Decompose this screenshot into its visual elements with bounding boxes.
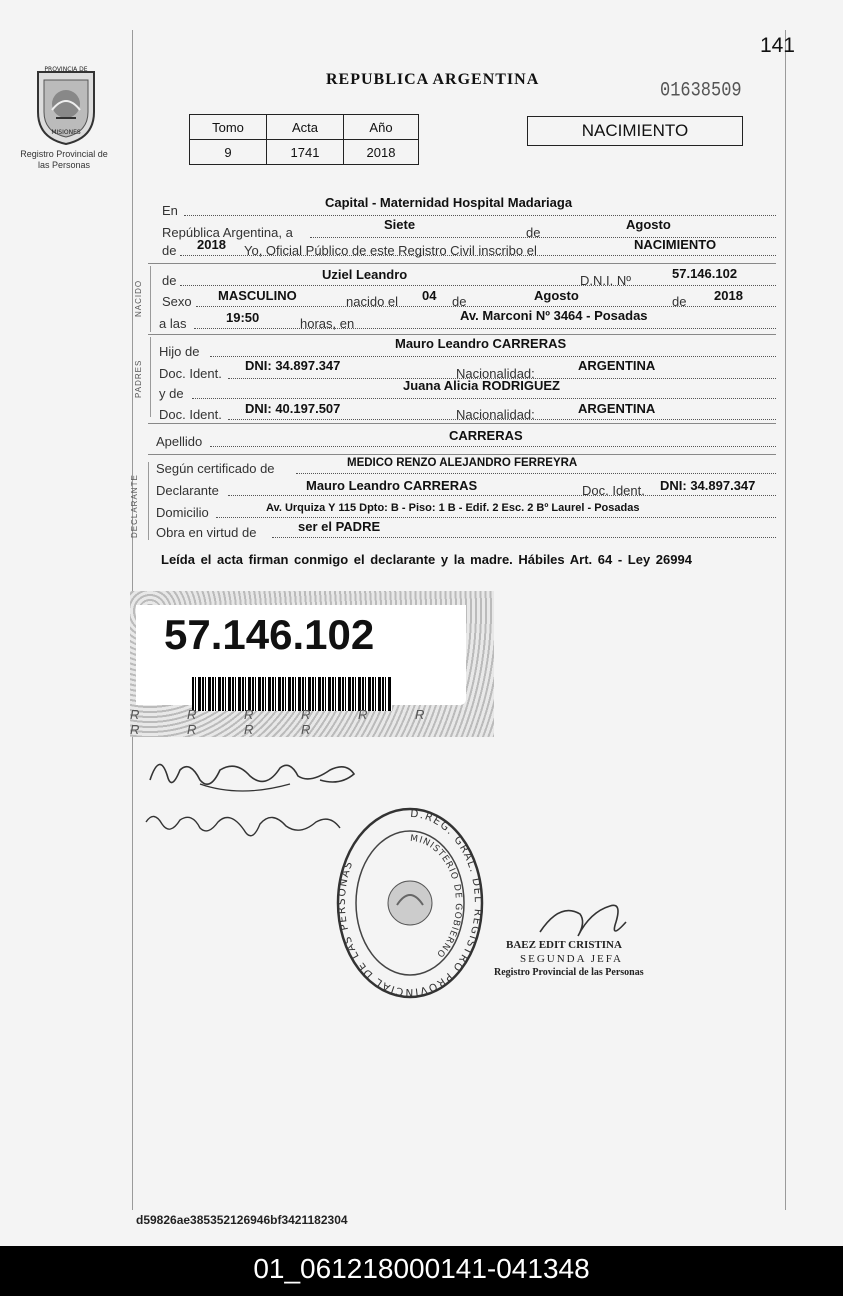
sticker-label bbox=[136, 605, 466, 705]
table-cell: 1741 bbox=[267, 140, 344, 165]
section-bracket bbox=[150, 266, 151, 332]
birth-year-value: 2018 bbox=[714, 288, 743, 303]
official-stamp bbox=[494, 938, 644, 980]
field-label: República Argentina, a bbox=[162, 225, 293, 240]
separator bbox=[148, 454, 776, 455]
birth-month-value: Agosto bbox=[534, 288, 579, 303]
tomo-acta-table bbox=[189, 114, 419, 165]
field-label: de bbox=[452, 294, 467, 309]
field-label: Domicilio bbox=[156, 505, 209, 520]
field-label: nacido el bbox=[346, 294, 399, 309]
inscribed-type-value: NACIMIENTO bbox=[634, 237, 717, 252]
section-bracket bbox=[148, 462, 149, 540]
seal-outer-text: D.REG. GRAL. DEL REGISTRO PROVINCIAL DE LAS PERSONAS bbox=[335, 807, 485, 999]
separator bbox=[148, 263, 776, 264]
dotted-line bbox=[196, 306, 776, 307]
field-label: a las bbox=[159, 316, 187, 331]
dotted-line bbox=[216, 517, 776, 518]
sticker-pattern: R R R R R R R R R R bbox=[130, 707, 447, 737]
father-nationality-value: ARGENTINA bbox=[578, 358, 656, 373]
field-label: de bbox=[526, 225, 541, 240]
table-cell: 2018 bbox=[344, 140, 419, 165]
year-value: 2018 bbox=[197, 237, 226, 252]
separator bbox=[148, 334, 776, 335]
child-dni-value: 57.146.102 bbox=[672, 266, 738, 281]
page-number: 141 bbox=[759, 34, 795, 57]
dotted-line bbox=[192, 398, 776, 399]
declarant-name-value: Mauro Leandro CARRERAS bbox=[306, 478, 478, 493]
closing-note: Leída el acta firman conmigo el declarante y la madre. Hábiles Art. 64 - Ley 26994 bbox=[161, 552, 692, 567]
field-label: Hijo de bbox=[159, 344, 200, 359]
field-label: de bbox=[162, 243, 177, 258]
dotted-line bbox=[296, 473, 776, 474]
dni-sticker bbox=[130, 591, 494, 737]
field-label: Doc. Ident. bbox=[159, 407, 222, 422]
official-office: Registro Provincial de las Personas bbox=[494, 967, 644, 978]
official-name: BAEZ EDIT CRISTINA bbox=[506, 939, 622, 951]
field-label: Doc. Ident. bbox=[159, 366, 222, 381]
father-name-value: Mauro Leandro CARRERAS bbox=[395, 336, 567, 351]
field-label: de bbox=[672, 294, 687, 309]
emblem-top-text: PROVINCIA DE bbox=[44, 66, 88, 73]
field-label: Doc. Ident. bbox=[582, 483, 645, 498]
field-label: Sexo bbox=[162, 294, 192, 309]
day-value: Siete bbox=[384, 217, 416, 232]
field-label: Nacionalidad: bbox=[456, 407, 535, 422]
emblem-bottom-text: MISIONES bbox=[51, 129, 81, 136]
sticker-dni-number: 57.146.102 bbox=[164, 611, 375, 658]
dotted-line bbox=[194, 328, 776, 329]
official-role: SEGUNDA JEFA bbox=[520, 953, 623, 965]
child-name-value: Uziel Leandro bbox=[322, 267, 408, 282]
field-label: horas, en bbox=[300, 316, 355, 331]
separator bbox=[148, 423, 776, 424]
right-margin-line bbox=[785, 30, 786, 1210]
month-value: Agosto bbox=[626, 217, 671, 232]
serial-number: 01638509 bbox=[660, 80, 742, 103]
place-value: Capital - Maternidad Hospital Madariaga bbox=[325, 195, 573, 210]
table-header: Tomo bbox=[190, 115, 267, 140]
field-label: de bbox=[162, 273, 177, 288]
document-title: REPUBLICA ARGENTINA bbox=[326, 71, 540, 88]
field-label: Declarante bbox=[156, 483, 219, 498]
barcode bbox=[192, 677, 392, 711]
declarant-doc-value: DNI: 34.897.347 bbox=[660, 478, 756, 493]
field-label: Yo, Oficial Público de este Registro Civil inscribo el bbox=[244, 243, 537, 258]
sex-value: MASCULINO bbox=[218, 288, 297, 303]
field-label: Obra en virtud de bbox=[156, 525, 257, 540]
reason-value: ser el PADRE bbox=[298, 519, 381, 534]
mother-doc-value: DNI: 40.197.507 bbox=[245, 401, 341, 416]
field-label: Apellido bbox=[156, 434, 203, 449]
section-label-declarante: DECLARANTE bbox=[130, 474, 139, 538]
surname-value: CARRERAS bbox=[449, 428, 523, 443]
dotted-line bbox=[210, 356, 776, 357]
field-label: En bbox=[162, 203, 178, 218]
file-code-footer: 01_061218000141-041348 bbox=[0, 1246, 843, 1296]
dotted-line bbox=[272, 537, 776, 538]
birth-place-value: Av. Marconi Nº 3464 - Posadas bbox=[460, 308, 648, 323]
field-label: Nacionalidad: bbox=[456, 366, 535, 381]
document-hash: d59826ae385352126946bf3421182304 bbox=[136, 1213, 348, 1227]
birth-time-value: 19:50 bbox=[226, 310, 260, 325]
mother-name-value: Juana Alicia RODRIGUEZ bbox=[403, 378, 560, 393]
table-cell: 9 bbox=[190, 140, 267, 165]
logo-caption: Registro Provincial de las Personas bbox=[20, 149, 108, 170]
dotted-line bbox=[184, 215, 776, 216]
official-seal-icon bbox=[333, 805, 487, 1001]
table-header: Acta bbox=[267, 115, 344, 140]
birth-day-value: 04 bbox=[422, 288, 437, 303]
section-label-padres: PADRES bbox=[134, 359, 143, 398]
field-label: y de bbox=[159, 386, 184, 401]
record-type-box: NACIMIENTO bbox=[527, 116, 743, 146]
dotted-line bbox=[210, 446, 776, 447]
dotted-line bbox=[228, 495, 776, 496]
father-doc-value: DNI: 34.897.347 bbox=[245, 358, 341, 373]
field-label: D.N.I. Nº bbox=[580, 273, 631, 288]
seal-inner-text: MINISTERIO DE GOBIERNO bbox=[409, 833, 464, 960]
field-label: Según certificado de bbox=[156, 461, 275, 476]
dotted-line bbox=[180, 285, 776, 286]
section-label-nacido: NACIDO bbox=[134, 279, 143, 317]
table-header: Año bbox=[344, 115, 419, 140]
certificate-issuer-value: MEDICO RENZO ALEJANDRO FERREYRA bbox=[347, 457, 578, 469]
province-emblem-icon bbox=[30, 62, 102, 146]
address-value: Av. Urquiza Y 115 Dpto: B - Piso: 1 B - Edif. 2 Esc. 2 Bº Laurel - Posadas bbox=[266, 502, 640, 514]
mother-nationality-value: ARGENTINA bbox=[578, 401, 656, 416]
section-bracket bbox=[150, 337, 151, 417]
